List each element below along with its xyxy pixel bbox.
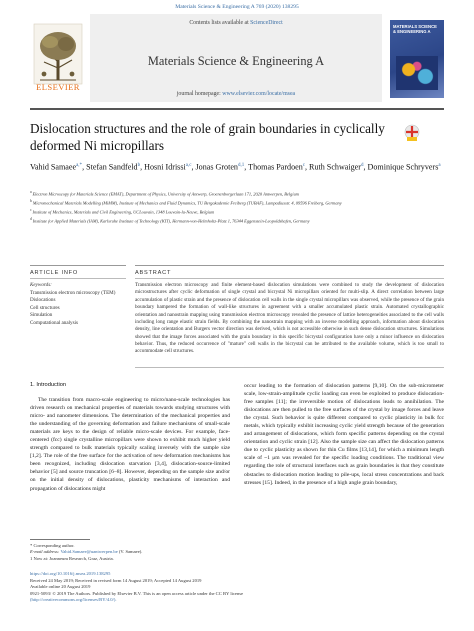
body-column-left xyxy=(30,382,230,493)
affiliation-item xyxy=(30,207,444,216)
online-date: Available online 20 August 2019 xyxy=(30,584,91,590)
abstract-end-rule xyxy=(135,367,444,368)
footnote-rule xyxy=(30,539,90,540)
affiliation-marker: d xyxy=(30,216,33,221)
affiliation-item xyxy=(30,216,444,225)
info-subrule-left xyxy=(30,278,126,279)
author-name[interactable]: Ruth Schwaiger xyxy=(309,162,361,172)
affiliation-text: Electron Microscopy for Materials Science (EMAT), Department of Physics, University of Antwerp, Groenenborgerlaan 171, 2020 Antwerpen, Belgium xyxy=(32,191,299,197)
journal-info-band xyxy=(90,14,382,102)
footnotes xyxy=(30,543,330,562)
article-info-heading: ARTICLE INFO xyxy=(30,270,79,276)
elsevier-tree-icon xyxy=(30,22,86,86)
keyword-item: Simulation xyxy=(30,312,53,319)
affiliation-text: Institute of Mechanics, Materials and Civil Engineering, UCLouvain, 1348 Louvain-la-Neuve, Belgium xyxy=(32,209,215,215)
journal-title[interactable]: Materials Science & Engineering A xyxy=(147,54,325,68)
abstract-heading: ABSTRACT xyxy=(135,270,172,276)
email-link[interactable]: Vahid.Samaee@uantwerpen.be xyxy=(60,549,118,555)
body-column-right xyxy=(244,382,444,487)
author-affiliation-marker[interactable]: a,c xyxy=(185,163,192,168)
article-title: Dislocation structures and the role of grain boundaries in cyclically deformed Ni micropillars xyxy=(30,121,385,153)
keywords-heading: Keywords: xyxy=(30,282,52,288)
author-affiliation-marker[interactable]: d xyxy=(360,163,364,168)
author-list: Vahid Samaee$^{a,*}$, Stefan Sandfeld$^b$, Hosni Idrissi$^{a,c}$, Jonas Groten$^{d,1}$, Thomas Pardoen$^c$, Ruth Schwaiger$^d$, Dominique Schryvers$^a$ xyxy=(30,162,441,172)
keywords-block xyxy=(30,282,126,328)
affiliation-item xyxy=(30,189,444,198)
history-dates: Received 24 May 2019; Received in revised form 14 August 2019; Accepted 14 August 2019 xyxy=(30,577,202,583)
author-name[interactable]: Jonas Groten xyxy=(195,162,238,172)
publication-info xyxy=(30,571,444,604)
license-link[interactable]: (http://creativecommons.org/licenses/BY/4.0/). xyxy=(30,597,117,603)
affiliation-text: Institute for Applied Materials (IAM), Karlsruhe Institute of Technology (KIT), Hermann-von-Helmholtz-Platz 1, 76344 Eggenstein-Leopoldshafen, Germany xyxy=(32,218,310,224)
keyword-item: Transmission electron microscopy (TEM) xyxy=(30,289,116,296)
sciencedirect-link[interactable]: ScienceDirect xyxy=(250,20,283,26)
affiliation-list xyxy=(30,189,444,225)
affiliation-text: Micromechanical Materials Modelling (MiMM), Institute of Mechanics and Fluid Dynamics, TU Bergakademie Freiberg (TUBAF), Lampadiusstr. 4, 09596 Freiberg, Germany xyxy=(32,200,342,206)
affiliation-marker: c xyxy=(30,207,33,212)
keyword-item: Dislocations xyxy=(30,297,56,304)
homepage-link[interactable]: www.elsevier.com/locate/msea xyxy=(222,91,296,97)
info-subrule-right xyxy=(135,278,444,279)
homepage-line xyxy=(90,91,382,97)
email-suffix: (V. Samaee). xyxy=(117,549,143,555)
contents-line xyxy=(90,20,382,26)
homepage-prefix: journal homepage: xyxy=(176,91,223,97)
contents-prefix: Contents lists available at xyxy=(189,20,251,26)
author-name[interactable]: Stefan Sandfeld xyxy=(86,162,138,172)
journal-reference[interactable]: Materials Science & Engineering A 769 (2020) 138295 xyxy=(175,4,299,10)
corresponding-author-note: * Corresponding author. xyxy=(30,543,75,548)
cover-art-image xyxy=(396,56,438,90)
affiliation-item xyxy=(30,198,444,207)
abstract-text: Transmission electron microscopy and finite element-based dislocation simulations were combined to study the development of dislocation microstructures after cyclic deformation of single crystal and bicrystal Ni micropillars oriented for multi-slip. A direct correlation between large accumulation of plastic strain and the presence of dislocation cell walls in the single crystal micropillars was observed, while the presence of the grain boundary hampered the formation of wall-like structures in agreement with a smaller accumulated plastic strain. Automated crystallographic orientation and nanostrain mapping using transmission electron microscopy revealed the presence of lattice heterogeneities associated to the cell walls including long range elastic strain fields. By combining the nanostrain mapping with an inverse modelling approach, information about dislocation density, line orientation and Burgers vector direction was derived, which is not accessible otherwise in such dense dislocation structures. Simulations showed that the image forces associated with the grain boundary in this specific bicrystal configuration have only a minor influence on dislocation behavior. Thus, the reduced occurrence of "mature" cell walls in the bicrystal can be attributed to the available volume, which is too small to accommodate cell structures. xyxy=(135,282,444,355)
introduction-continued: occur leading to the formation of dislocation patterns [9,10]. On the sub-micrometer scale, low-strain-amplitude cyclic loading can even be exploited to produce dislocation-free samples [11]; the irreversible motion of dislocations leads to annihilation. The dislocations are then pulled to the free surfaces of the crystal by image forces and leave the crystal. Such behavior is quite different compared to cyclic plasticity in bulk fcc metals, which typically exhibit increasing cyclic yield strength because of the generation and arrangement of dislocations, which form specific patterns depending on the crystal orientation and cyclic strain [12]. Also the sample size can affect the dislocation patterns due to cyclic plasticity as shown for thin Cu films [13,14], for which a minimum length scale of ~1 μm was revealed for the specific loading conditions. The traditional view regarding the role of structural interfaces such as grain boundaries is that they constitute obstacles to dislocation motion leading to pile-ups, local stress concentrations and back stresses [15]. Indeed, in the presence of a high angle grain boundary, xyxy=(244,383,444,486)
keyword-item: Cell structures xyxy=(30,304,60,311)
footnote-1: 1 Now at: Joanneum Research, Graz, Austria. xyxy=(30,555,114,561)
author-affiliation-marker[interactable]: a,* xyxy=(76,163,83,168)
crossmark-icon[interactable] xyxy=(404,124,420,142)
info-rule-right xyxy=(135,265,444,266)
license-text: 0921-5093/ © 2019 The Authors. Published by Elsevier B.V. This is an open access article under the CC BY license xyxy=(30,590,244,596)
author-name[interactable]: Vahid Samaee xyxy=(30,162,77,172)
author-affiliation-marker[interactable]: d,1 xyxy=(237,163,245,168)
cover-title: MATERIALS SCIENCE & ENGINEERING A xyxy=(393,24,437,34)
affiliation-marker: b xyxy=(30,198,33,203)
introduction-paragraph: The transition from macro-scale engineering to micro/nano-scale technologies has driven research on mechanical properties of materials towards studying structures with micro- and nanometer dimensions. The determination of the mechanical properties and the understanding of the governing deformation and failure mechanisms of small-scale materials are keys to the design of reliable micro-scale devices. For example, face-centered (fcc) single crystalline micropillars were shown to exhibit much higher yield strength compared to bulk materials typically scaling inversely with the sample size [1,2]. The role of the free surface for the activation of new deformation mechanisms has been recognized, including dislocation starvation [3,4], dislocation-source-limited behavior [5] and source truncation [6–8]. However, depending on the sample size and/or on the initial density of dislocations, plasticity mechanisms of interaction and propagation of dislocations might xyxy=(30,397,230,492)
publisher-name: ELSEVIER xyxy=(36,82,80,92)
journal-masthead xyxy=(30,14,444,106)
author-name[interactable]: Dominique Schryvers xyxy=(367,162,439,172)
doi-link[interactable]: https://doi.org/10.1016/j.msea.2019.138295 xyxy=(30,571,111,576)
author-affiliation-marker[interactable]: b xyxy=(137,163,141,168)
author-affiliation-marker[interactable]: a xyxy=(438,163,441,168)
license-line xyxy=(30,591,444,604)
email-label: E-mail address: xyxy=(30,549,61,555)
author-name[interactable]: Thomas Pardoen xyxy=(248,162,303,172)
introduction-heading: 1. Introduction xyxy=(30,382,67,388)
journal-cover[interactable] xyxy=(390,20,444,98)
keyword-item: Computational analysis xyxy=(30,319,78,326)
author-name[interactable]: Hosni Idrissi xyxy=(144,162,186,172)
info-rule-left xyxy=(30,265,126,266)
header-rule xyxy=(30,108,444,110)
author-affiliation-marker[interactable]: c xyxy=(302,163,305,168)
affiliation-marker: a xyxy=(30,190,33,194)
